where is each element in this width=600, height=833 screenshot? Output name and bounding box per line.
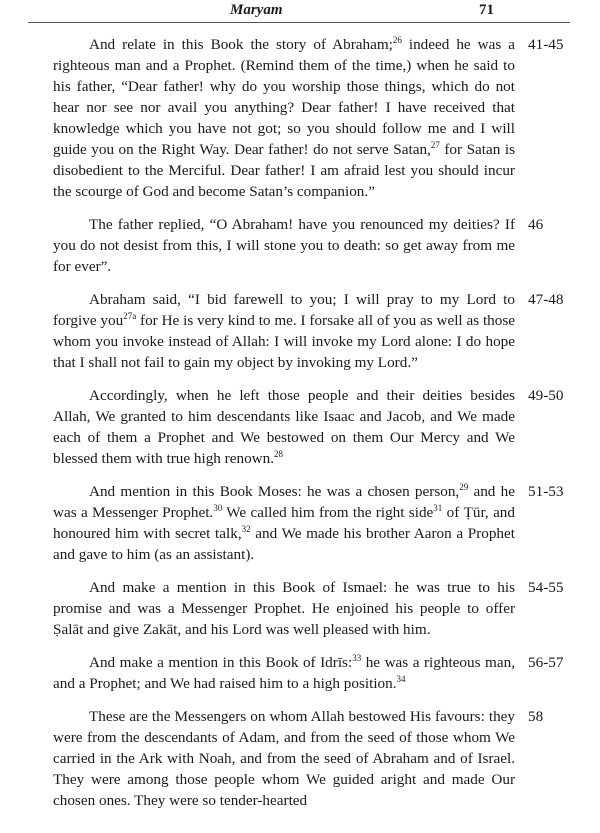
footnote-ref: 29	[459, 482, 469, 492]
footnote-ref: 33	[352, 653, 362, 663]
text-run: Accordingly, when he left those people and their deities besides Allah, We granted to him descendants like Isaac and Jacob, and We made each of them a Prophet and We bestowed on them Our Mercy and We blessed them with true high renown.	[53, 387, 515, 467]
paragraph	[0, 289, 600, 373]
paragraph-text	[53, 481, 515, 565]
header-rule	[28, 22, 570, 23]
verse-numbers: 56-57	[528, 654, 564, 671]
footnote-ref: 28	[274, 449, 284, 459]
paragraph-text	[53, 34, 515, 202]
paragraph	[0, 214, 600, 277]
footnote-ref: 32	[241, 524, 251, 534]
paragraph-text	[53, 214, 515, 277]
verse-numbers: 46	[528, 216, 544, 233]
text-run: We called him from the right side	[222, 504, 434, 521]
text-run: And make a mention in this Book of Idrīs:	[89, 654, 353, 671]
footnote-ref: 30	[213, 503, 223, 513]
text-run: and We made his brother Aaron a Prophet and gave to him (as an assistant).	[53, 525, 515, 563]
page-header	[0, 0, 600, 24]
footnote-ref: 27	[430, 140, 440, 150]
footnote-ref: 26	[392, 35, 402, 45]
text-run: for He is very kind to me. I forsake all of you as well as those whom you invoke instead of Allah: I will invoke my Lord alone: I do hope that I shall not fail to gain my object by invoking my Lord.”	[53, 312, 515, 371]
page-body	[0, 34, 600, 823]
text-run: he was a righteous man, and a Prophet; and We had raised him to a high position.	[53, 654, 516, 692]
verse-numbers: 58	[528, 708, 544, 725]
page-number: 71	[479, 2, 494, 18]
verse-numbers: 41-45	[528, 36, 564, 53]
paragraph	[0, 577, 600, 640]
paragraph	[0, 385, 600, 469]
text-run: And mention in this Book Moses: he was a chosen person,	[89, 483, 460, 500]
verse-numbers: 47-48	[528, 291, 564, 308]
text-run: And relate in this Book the story of Abraham;	[89, 36, 393, 53]
footnote-ref: 34	[396, 674, 406, 684]
paragraph-text	[53, 577, 515, 640]
paragraph-text	[53, 652, 515, 694]
text-run: of Ṭūr, and honoured him with secret talk,	[53, 504, 515, 542]
paragraph-text	[53, 706, 515, 811]
text-run: Abraham said, “I bid farewell to you; I will pray to my Lord to forgive you	[53, 291, 515, 329]
text-run: for Satan is disobedient to the Merciful. Dear father! I am afraid lest you should incur the scourge of God and become Satan’s companion.”	[53, 141, 515, 200]
verse-numbers: 49-50	[528, 387, 564, 404]
paragraph-text	[53, 289, 515, 373]
footnote-ref: 31	[433, 503, 443, 513]
running-title: Maryam	[230, 2, 283, 18]
text-run: And make a mention in this Book of Ismael: he was true to his promise and was a Messenger Prophet. He enjoined his people to offer Ṣalāt and give Zakāt, and his Lord was well pleased with him.	[53, 579, 515, 638]
footnote-ref: 27a	[123, 311, 137, 321]
paragraph	[0, 481, 600, 565]
text-run: These are the Messengers on whom Allah bestowed His favours: they were from the descendants of Adam, and from the seed of those whom We carried in the Ark with Noah, and from the seed of Abraham and of Israel. They were among those people whom We guided aright and made Our chosen ones. They were so tender-hearted	[53, 708, 515, 809]
paragraph	[0, 34, 600, 202]
paragraph	[0, 706, 600, 811]
paragraph	[0, 652, 600, 694]
verse-numbers: 54-55	[528, 579, 564, 596]
verse-numbers: 51-53	[528, 483, 564, 500]
text-run: indeed he was a righteous man and a Prophet. (Remind them of the time,) when he said to his father, “Dear father! why do you worship those things, which do not hear nor see nor avail you anything? Dear father! I have received that knowledge which you have not got; so you should follow me and I will guide you on the Right Way. Dear father! do not serve Satan,	[53, 36, 516, 158]
paragraph-text	[53, 385, 515, 469]
text-run: The father replied, “O Abraham! have you renounced my deities? If you do not desist from this, I will stone you to death: so get away from me for ever”.	[53, 216, 515, 275]
text-run: and he was a Messenger Prophet.	[53, 483, 515, 521]
